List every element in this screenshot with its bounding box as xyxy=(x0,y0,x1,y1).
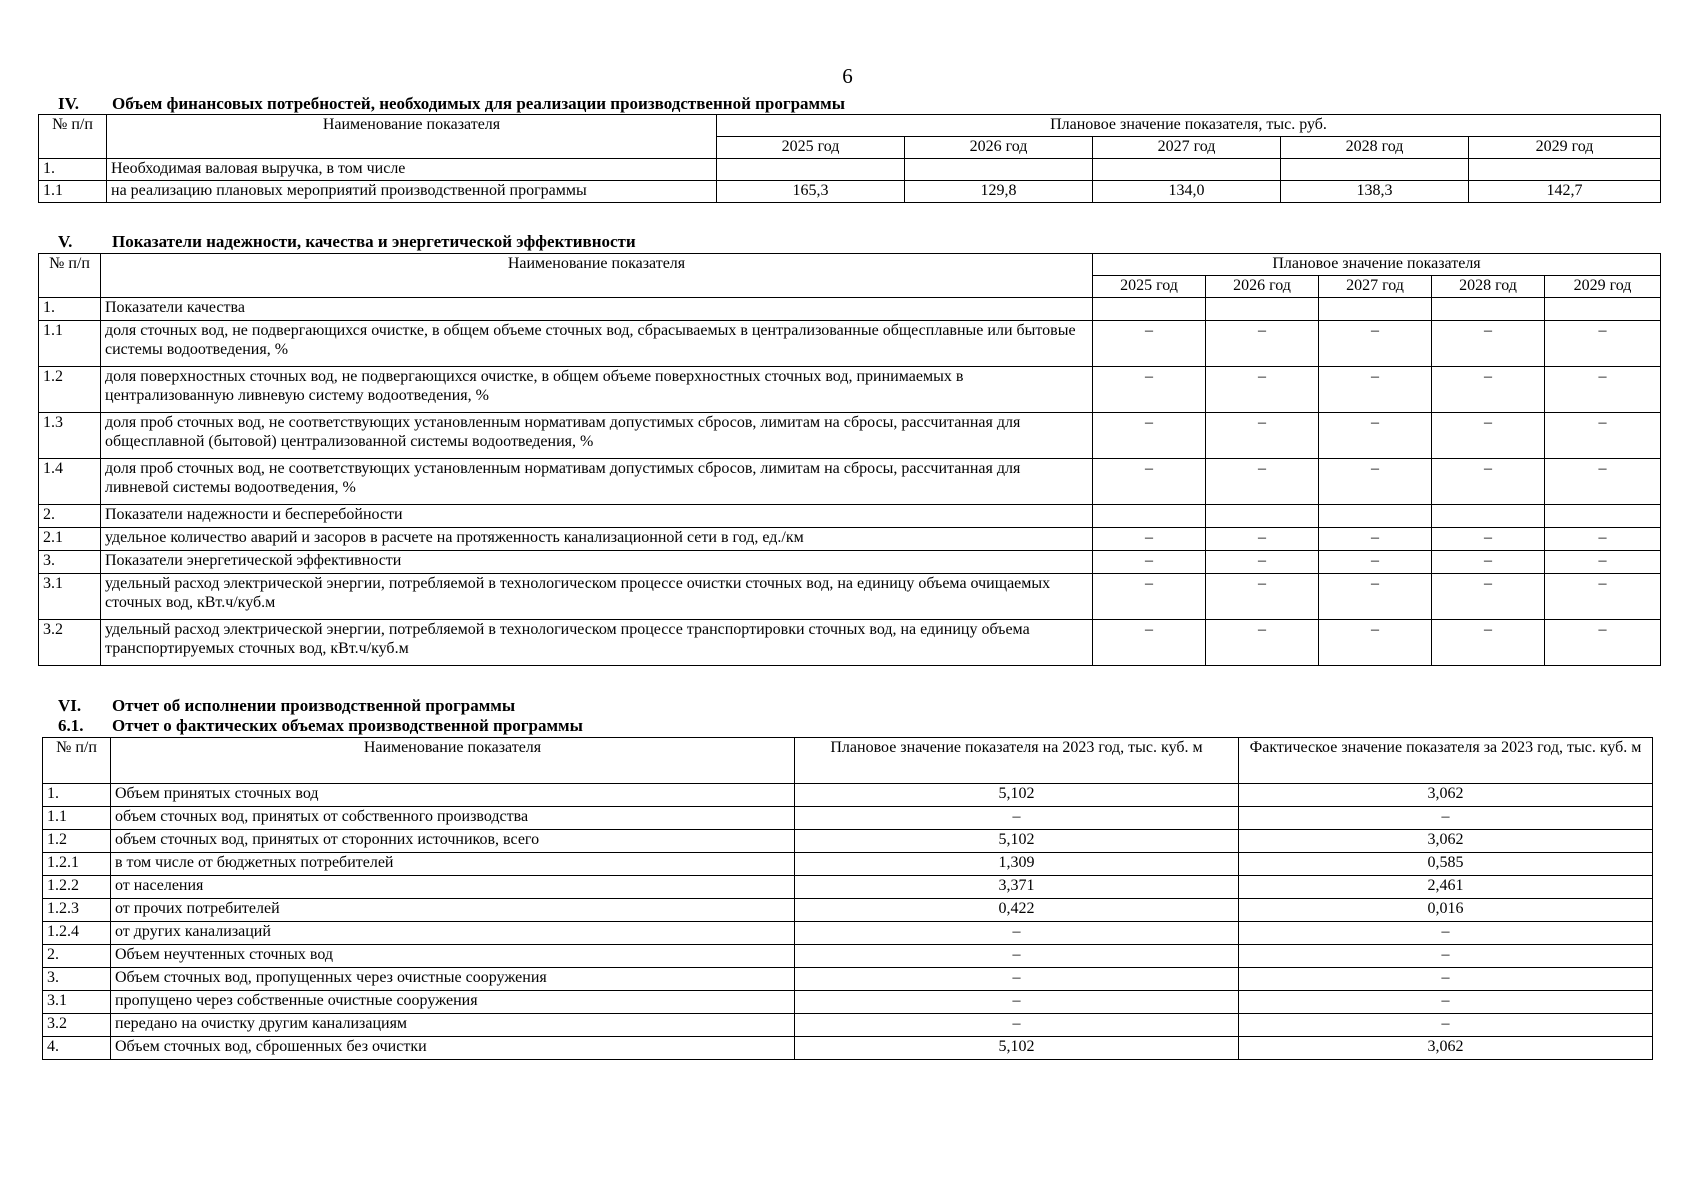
row-fact-value: 0,585 xyxy=(1239,853,1653,876)
table-header-fact: Фактическое значение показателя за 2023 год, тыс. куб. м xyxy=(1239,738,1653,784)
row-value: – xyxy=(1432,321,1545,367)
row-number: 1.2 xyxy=(39,367,101,413)
row-value: – xyxy=(1093,528,1206,551)
row-value: 142,7 xyxy=(1469,181,1661,203)
row-fact-value: 3,062 xyxy=(1239,1037,1653,1060)
row-plan-value: 3,371 xyxy=(795,876,1239,899)
section-4-number: IV. xyxy=(58,94,79,113)
row-plan-value: 5,102 xyxy=(795,830,1239,853)
row-fact-value: 2,461 xyxy=(1239,876,1653,899)
row-value: – xyxy=(1432,551,1545,574)
row-fact-value: 3,062 xyxy=(1239,784,1653,807)
table-row xyxy=(39,321,1661,367)
row-value xyxy=(905,159,1093,181)
row-value xyxy=(1093,505,1206,528)
row-plan-value: – xyxy=(795,991,1239,1014)
row-number: 4. xyxy=(43,1037,111,1060)
row-value xyxy=(1281,159,1469,181)
row-value: – xyxy=(1319,528,1432,551)
row-number: 1. xyxy=(39,159,107,181)
row-value: – xyxy=(1093,413,1206,459)
production-volumes-table xyxy=(42,737,1653,1060)
row-name: доля сточных вод, не подвергающихся очистке, в общем объеме сточных вод, сбрасываемых в централизованные общесплавные или бытовые системы водоотведения, % xyxy=(101,321,1093,367)
row-value: – xyxy=(1206,620,1319,666)
row-value: 138,3 xyxy=(1281,181,1469,203)
row-plan-value: – xyxy=(795,945,1239,968)
year-header: 2027 год xyxy=(1319,276,1432,298)
row-value: – xyxy=(1206,528,1319,551)
row-number: 1.1 xyxy=(39,181,107,203)
section-6-1-heading xyxy=(58,716,583,736)
row-name: удельный расход электрической энергии, потребляемой в технологическом процессе транспортировки сточных вод, на единицу объема транспортируемых сточных вод, кВт.ч/куб.м xyxy=(101,620,1093,666)
section-6-number: VI. xyxy=(58,696,82,715)
table-row xyxy=(39,181,1661,203)
quality-reliability-table xyxy=(38,253,1661,666)
row-number: 3.1 xyxy=(43,991,111,1014)
section-4-title: Объем финансовых потребностей, необходимых для реализации производственной программы xyxy=(112,94,845,113)
row-value: 134,0 xyxy=(1093,181,1281,203)
row-fact-value: – xyxy=(1239,968,1653,991)
row-name: Объем сточных вод, пропущенных через очистные сооружения xyxy=(111,968,795,991)
table-header-name: Наименование показателя xyxy=(101,254,1093,298)
row-name: объем сточных вод, принятых от собственного производства xyxy=(111,807,795,830)
row-value: – xyxy=(1319,459,1432,505)
row-value: – xyxy=(1545,321,1661,367)
table-header-plan: Плановое значение показателя, тыс. руб. xyxy=(717,115,1661,137)
table-row xyxy=(39,159,1661,181)
table-row xyxy=(43,1037,1653,1060)
year-header: 2025 год xyxy=(717,137,905,159)
row-value: – xyxy=(1319,574,1432,620)
row-plan-value: – xyxy=(795,922,1239,945)
section-6-heading xyxy=(58,696,515,716)
row-number: 1.2.1 xyxy=(43,853,111,876)
table-header-plan: Плановое значение показателя xyxy=(1093,254,1661,276)
row-number: 2.1 xyxy=(39,528,101,551)
row-number: 1.2 xyxy=(43,830,111,853)
row-name: Объем сточных вод, сброшенных без очистки xyxy=(111,1037,795,1060)
row-value: – xyxy=(1319,367,1432,413)
row-value: – xyxy=(1545,620,1661,666)
row-name: доля проб сточных вод, не соответствующих установленным нормативам допустимых сбросов, лимитам на сбросы, рассчитанная для общесплавной (бытовой) централизованной системы водоотведения, % xyxy=(101,413,1093,459)
row-name: Объем принятых сточных вод xyxy=(111,784,795,807)
row-value xyxy=(1319,298,1432,321)
row-value: – xyxy=(1093,367,1206,413)
row-number: 2. xyxy=(39,505,101,528)
row-number: 1.1 xyxy=(43,807,111,830)
row-name: Показатели энергетической эффективности xyxy=(101,551,1093,574)
table-row xyxy=(39,528,1661,551)
row-name: объем сточных вод, принятых от сторонних источников, всего xyxy=(111,830,795,853)
table-row xyxy=(39,551,1661,574)
row-number: 1.1 xyxy=(39,321,101,367)
year-header: 2026 год xyxy=(905,137,1093,159)
row-value: – xyxy=(1545,551,1661,574)
year-header: 2027 год xyxy=(1093,137,1281,159)
row-value: – xyxy=(1319,551,1432,574)
section-6-1-number: 6.1. xyxy=(58,716,84,735)
row-value: – xyxy=(1319,413,1432,459)
section-5-title: Показатели надежности, качества и энергетической эффективности xyxy=(112,232,636,251)
table-header-name: Наименование показателя xyxy=(111,738,795,784)
row-value: – xyxy=(1206,551,1319,574)
table-row xyxy=(43,899,1653,922)
table-header-num: № п/п xyxy=(43,738,111,784)
row-value xyxy=(1432,298,1545,321)
row-value: – xyxy=(1206,367,1319,413)
row-name: Объем неучтенных сточных вод xyxy=(111,945,795,968)
table-row xyxy=(39,413,1661,459)
row-fact-value: – xyxy=(1239,807,1653,830)
row-fact-value: – xyxy=(1239,922,1653,945)
row-name: Показатели надежности и бесперебойности xyxy=(101,505,1093,528)
row-value: – xyxy=(1206,413,1319,459)
row-value: – xyxy=(1545,459,1661,505)
table-row xyxy=(39,459,1661,505)
row-name: от прочих потребителей xyxy=(111,899,795,922)
table-row xyxy=(43,784,1653,807)
row-value: – xyxy=(1093,574,1206,620)
year-header: 2025 год xyxy=(1093,276,1206,298)
section-5-heading xyxy=(58,232,636,252)
row-value: – xyxy=(1093,321,1206,367)
row-fact-value: – xyxy=(1239,991,1653,1014)
row-value xyxy=(1432,505,1545,528)
table-row xyxy=(39,620,1661,666)
row-fact-value: – xyxy=(1239,945,1653,968)
row-plan-value: 0,422 xyxy=(795,899,1239,922)
row-value: – xyxy=(1432,367,1545,413)
row-number: 3. xyxy=(43,968,111,991)
row-name: на реализацию плановых мероприятий производственной программы xyxy=(107,181,717,203)
table-row xyxy=(43,945,1653,968)
table-row xyxy=(43,991,1653,1014)
year-header: 2026 год xyxy=(1206,276,1319,298)
table-row xyxy=(43,876,1653,899)
row-value xyxy=(1545,298,1661,321)
row-value: – xyxy=(1319,620,1432,666)
page-number: 6 xyxy=(842,64,853,88)
section-5-number: V. xyxy=(58,232,73,251)
row-number: 1.2.2 xyxy=(43,876,111,899)
row-number: 1.4 xyxy=(39,459,101,505)
table-row xyxy=(39,298,1661,321)
table-header-num: № п/п xyxy=(39,115,107,159)
year-header: 2028 год xyxy=(1432,276,1545,298)
row-name: передано на очистку другим канализациям xyxy=(111,1014,795,1037)
table-row xyxy=(43,1014,1653,1037)
year-header: 2029 год xyxy=(1545,276,1661,298)
table-header-plan: Плановое значение показателя на 2023 год, тыс. куб. м xyxy=(795,738,1239,784)
row-name: Показатели качества xyxy=(101,298,1093,321)
row-value: – xyxy=(1093,620,1206,666)
row-number: 2. xyxy=(43,945,111,968)
row-plan-value: 1,309 xyxy=(795,853,1239,876)
row-fact-value: 3,062 xyxy=(1239,830,1653,853)
row-name: в том числе от бюджетных потребителей xyxy=(111,853,795,876)
table-header-name: Наименование показателя xyxy=(107,115,717,159)
row-value xyxy=(1319,505,1432,528)
row-name: удельное количество аварий и засоров в расчете на протяженность канализационной сети в год, ед./км xyxy=(101,528,1093,551)
row-number: 1.2.3 xyxy=(43,899,111,922)
table-row xyxy=(39,505,1661,528)
row-number: 1. xyxy=(39,298,101,321)
row-name: пропущено через собственные очистные сооружения xyxy=(111,991,795,1014)
section-4-heading xyxy=(58,94,845,114)
row-value: – xyxy=(1206,321,1319,367)
row-value: – xyxy=(1093,551,1206,574)
row-value: – xyxy=(1093,459,1206,505)
row-fact-value: – xyxy=(1239,1014,1653,1037)
row-value: – xyxy=(1545,413,1661,459)
table-row xyxy=(43,922,1653,945)
row-value xyxy=(717,159,905,181)
row-number: 3.2 xyxy=(39,620,101,666)
row-number: 1. xyxy=(43,784,111,807)
row-value: – xyxy=(1545,574,1661,620)
row-value: 165,3 xyxy=(717,181,905,203)
row-fact-value: 0,016 xyxy=(1239,899,1653,922)
row-number: 3.2 xyxy=(43,1014,111,1037)
row-name: доля проб сточных вод, не соответствующих установленным нормативам допустимых сбросов, лимитам на сбросы, рассчитанная для ливневой системы водоотведения, % xyxy=(101,459,1093,505)
row-number: 1.2.4 xyxy=(43,922,111,945)
row-plan-value: – xyxy=(795,807,1239,830)
table-row xyxy=(43,968,1653,991)
row-value xyxy=(1469,159,1661,181)
row-value xyxy=(1206,298,1319,321)
row-value: – xyxy=(1432,413,1545,459)
row-plan-value: 5,102 xyxy=(795,1037,1239,1060)
row-value xyxy=(1206,505,1319,528)
row-plan-value: – xyxy=(795,1014,1239,1037)
row-value: – xyxy=(1319,321,1432,367)
table-row xyxy=(43,853,1653,876)
row-name: удельный расход электрической энергии, потребляемой в технологическом процессе очистки сточных вод, на единицу объема очищаемых сточных вод, кВт.ч/куб.м xyxy=(101,574,1093,620)
table-row xyxy=(43,807,1653,830)
row-value: – xyxy=(1432,528,1545,551)
row-value: – xyxy=(1432,574,1545,620)
row-plan-value: – xyxy=(795,968,1239,991)
row-value: – xyxy=(1545,367,1661,413)
year-header: 2028 год xyxy=(1281,137,1469,159)
section-6-title: Отчет об исполнении производственной программы xyxy=(112,696,516,715)
row-value: – xyxy=(1206,459,1319,505)
row-value xyxy=(1093,159,1281,181)
row-value: – xyxy=(1432,459,1545,505)
table-row xyxy=(39,574,1661,620)
section-6-1-title: Отчет о фактических объемах производственной программы xyxy=(112,716,583,735)
table-header-num: № п/п xyxy=(39,254,101,298)
row-name: Необходимая валовая выручка, в том числе xyxy=(107,159,717,181)
row-name: от населения xyxy=(111,876,795,899)
row-value: 129,8 xyxy=(905,181,1093,203)
row-name: доля поверхностных сточных вод, не подвергающихся очистке, в общем объеме поверхностных сточных вод, принимаемых в централизованную ливневую систему водоотведения, % xyxy=(101,367,1093,413)
row-name: от других канализаций xyxy=(111,922,795,945)
table-row xyxy=(43,830,1653,853)
row-number: 3.1 xyxy=(39,574,101,620)
row-value: – xyxy=(1432,620,1545,666)
row-value xyxy=(1545,505,1661,528)
financial-needs-table xyxy=(38,114,1661,203)
row-plan-value: 5,102 xyxy=(795,784,1239,807)
table-row xyxy=(39,367,1661,413)
row-number: 1.3 xyxy=(39,413,101,459)
year-header: 2029 год xyxy=(1469,137,1661,159)
row-number: 3. xyxy=(39,551,101,574)
row-value: – xyxy=(1545,528,1661,551)
row-value: – xyxy=(1206,574,1319,620)
row-value xyxy=(1093,298,1206,321)
